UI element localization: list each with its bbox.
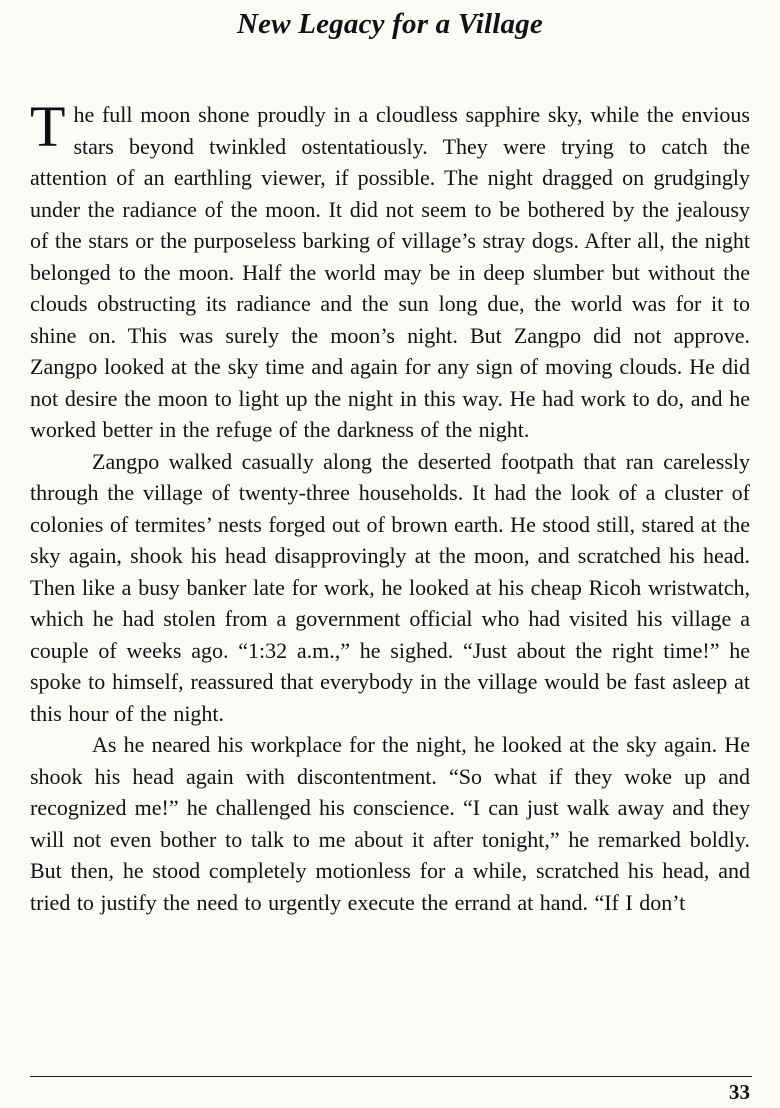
paragraph-1 <box>30 94 750 446</box>
paragraph-2 <box>30 446 750 730</box>
drop-cap: T <box>30 94 66 159</box>
paragraph-2-text: Zangpo walked casually along the deserted footpath that ran carelessly through the village of twenty-three households. It had the look of a cluster of colonies of termites’ nests forged out of brown earth. He stood still, stared at the sky again, shook his head disapprovingly at the moon, and scratched his head. Then like a busy banker late for work, he looked at his cheap Ricoh wristwatch, which he had stolen from a government official who had visited his village a couple of weeks ago. “1:32 a.m.,” he sighed. “Just about the right time!” he spoke to himself, reassured that everybody in the village would be fast asleep at this hour of the night. <box>30 448 750 726</box>
paragraph-1-text: he full moon shone proudly in a cloudless sapphire sky, while the envious stars beyond twinkled ostentatiously. They were trying to catch the attention of an earthling viewer, if possible. The night dragged on grudgingly under the radiance of the moon. It did not seem to be bothered by the jealousy of the stars or the purposeless barking of village’s stray dogs. After all, the night belonged to the moon. Half the world may be in deep slumber but without the clouds obstructing its radiance and the sun long due, the world was for it to shine on. This was surely the moon’s night. But Zangpo did not approve. Zangpo looked at the sky time and again for any sign of moving clouds. He did not desire the moon to light up the night in this way. He had work to do, and he worked better in the refuge of the darkness of the night. <box>30 102 750 442</box>
paragraph-3 <box>30 729 750 918</box>
body-text <box>30 94 750 918</box>
page-footer <box>30 1076 752 1104</box>
paragraph-3-text: As he neared his workplace for the night, he looked at the sky again. He shook his head again with discontentment. “So what if they woke up and recognized me!” he challenged his conscience. “I can just walk away and they will not even bother to talk to me about it after tonight,” he remarked boldly. But then, he stood completely motionless for a while, scratched his head, and tried to justify the need to urgently execute the errand at hand. “If I don’t <box>30 732 750 915</box>
page-number: 33 <box>729 1080 750 1104</box>
chapter-title: New Legacy for a Village <box>236 8 543 40</box>
footer-rule <box>30 1076 752 1077</box>
